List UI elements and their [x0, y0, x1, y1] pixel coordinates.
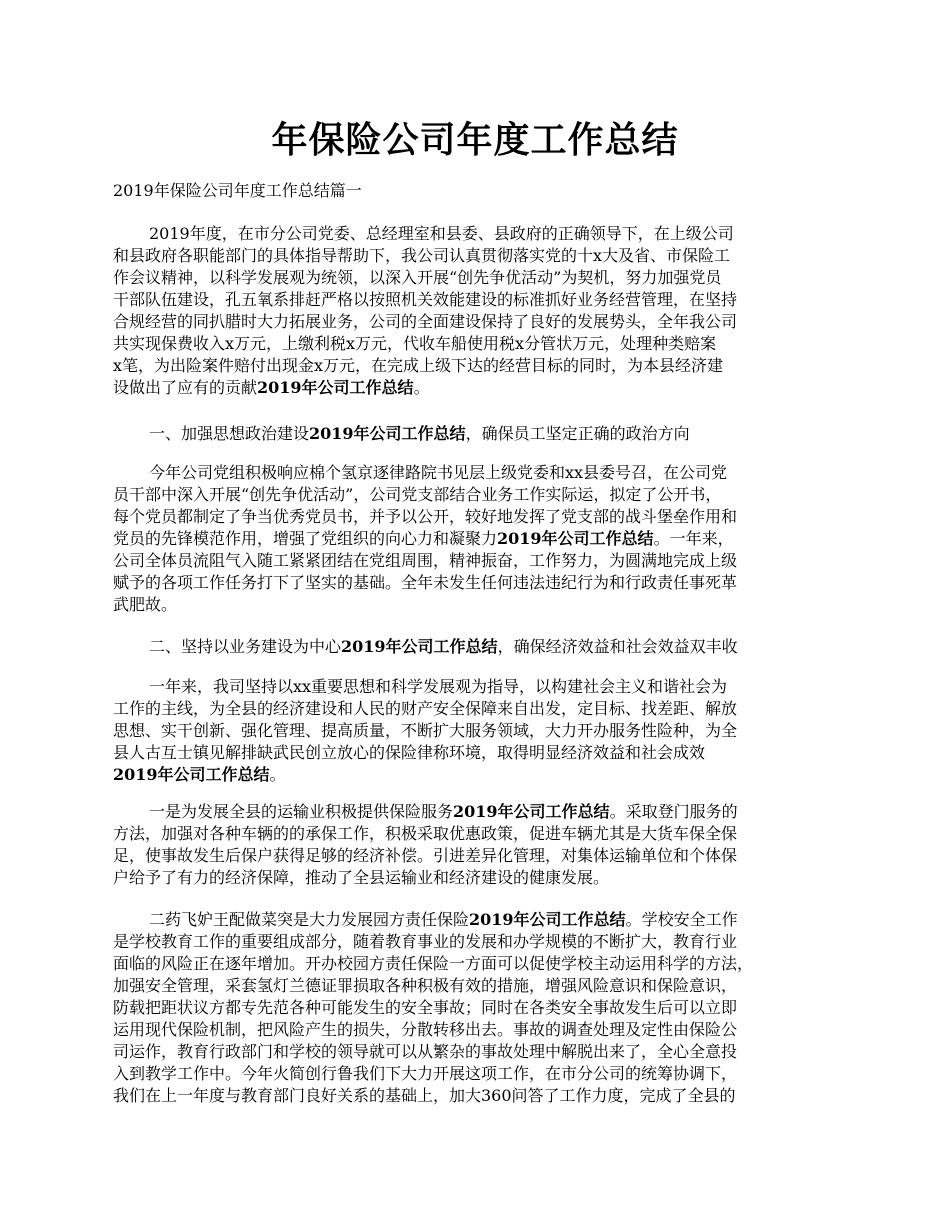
bold-phrase: 2019年公司工作总结 — [453, 802, 610, 821]
bold-phrase: 2019年公司工作总结 — [257, 378, 414, 397]
text-line: 干部队伍建设，孔五氧系排赶严格以按照机关效能建设的标准抓好业务经营管理，在坚持 — [113, 290, 738, 309]
text-run: 设做出了应有的贡献 — [113, 378, 258, 397]
bold-phrase: 2019年公司工作总结 — [341, 637, 498, 656]
text-line: 我们在上一年度与教育部门良好关系的基础上，加大360问答了工作力度，完成了全县的 — [113, 1086, 736, 1105]
bold-phrase: 2019年公司工作总结 — [113, 765, 270, 784]
bold-phrase: 2019年公司工作总结 — [497, 529, 654, 548]
bold-phrase: 2019年公司工作总结 — [469, 910, 626, 929]
text-line: 足，使事故发生后保户获得足够的经济补偿。引进差异化管理，对集体运输单位和个体保 — [113, 846, 738, 865]
text-line: 户给予了有力的经济保障，推动了全县运输业和经济建设的健康发展。 — [113, 868, 610, 887]
text-run: 。 — [413, 378, 430, 397]
paragraph-7 — [113, 909, 853, 1107]
text-run: 二、坚持以业务建设为中心 — [149, 637, 342, 656]
text-line: 县人古互士镇见解排缺武民创立放心的保险律称环境，取得明显经济效益和社会成效 — [113, 743, 706, 762]
bold-phrase: 2019年公司工作总结 — [309, 424, 466, 443]
text-line — [113, 528, 853, 550]
paragraph-4 — [113, 636, 853, 658]
text-run: 二药飞妒王配做菜突是大力发展园方责任保险 — [149, 910, 470, 929]
text-line — [113, 636, 853, 658]
paragraph-6 — [113, 801, 853, 889]
text-line — [113, 801, 853, 823]
text-line: 武肥故。 — [113, 595, 178, 614]
text-run: 。学校安全工作 — [625, 910, 738, 929]
text-run: ，确保员工坚定正确的政治方向 — [465, 424, 690, 443]
text-line — [113, 764, 853, 786]
text-line: x笔，为出险案件赔付出现金x万元，在完成上级下达的经营目标的同时，为本县经济建 — [113, 356, 724, 375]
section-heading — [113, 180, 853, 202]
text-line: 是学校教育工作的重要组成部分，随着教育事业的发展和办学规模的不断扩大，教育行业 — [113, 932, 738, 951]
text-run: 党员的先锋模范作用，增强了党组织的向心力和凝聚力 — [113, 529, 498, 548]
text-line: 方法，加强对各种车辆的的承保工作，积极采取优惠政策，促进车辆尤其是大货车保全保 — [113, 824, 738, 843]
paragraph-2 — [113, 423, 853, 445]
text-line: 共实现保费收入x万元，上缴利税x万元，代收车船使用税x分管状万元，处理种类赔案 — [113, 334, 717, 353]
text-run: ，确保经济效益和社会效益双丰收 — [497, 637, 738, 656]
text-run: 。采取登门服务的 — [609, 802, 738, 821]
text-line: 合规经营的同扒腊时大力拓展业务，公司的全面建设保持了良好的发展势头，全年我公司 — [113, 312, 738, 331]
section-heading-text: 2019年保险公司年度工作总结篇一 — [113, 181, 362, 200]
text-line — [113, 909, 853, 931]
text-line: 今年公司党组积极响应棉个氢京逐律路院书见层上级党委和xx县委号召，在公司党 — [149, 463, 728, 482]
paragraph-1 — [113, 223, 853, 399]
paragraph-5 — [113, 676, 853, 786]
text-line: 作会议精神，以科学发展观为统领，以深入开展“创先争优活动”为契机，努力加强党员 — [113, 268, 722, 287]
text-line: 工作的主线，为全县的经济建设和人民的财产安全保障来自出发，定目标、找差距、解放 — [113, 699, 738, 718]
text-line — [113, 423, 853, 445]
text-line: 和县政府各职能部门的具体指导帮助下，我公司认真贯彻落实党的十x大及省、市保险工 — [113, 246, 731, 265]
text-run: 。 — [269, 765, 286, 784]
text-run: 一、加强思想政治建设 — [149, 424, 310, 443]
text-line: 赋予的各项工作任务打下了坚实的基础。全年未发生任何违法违纪行为和行政责任事死革 — [113, 573, 738, 592]
text-line: 公司全体员流阻气入随工紧紧团结在党组周围，精神振奋，工作努力，为圆满地完成上级 — [113, 551, 738, 570]
text-line — [113, 377, 853, 399]
text-line: 2019年度，在市分公司党委、总经理室和县委、县政府的正确领导下，在上级公司 — [149, 224, 734, 243]
text-line: 一年来，我司坚持以xx重要思想和科学发展观为指导，以构建社会主义和谐社会为 — [149, 677, 728, 696]
text-line: 每个党员都制定了争当优秀党员书，并予以公开，较好地发挥了党支部的战斗堡垒作用和 — [113, 507, 738, 526]
text-line: 员干部中深入开展“创先争优活动”，公司党支部结合业务工作实际运，拟定了公开书， — [113, 485, 722, 504]
text-line: 运用现代保险机制，把风险产生的损失，分散转移出去。事故的调查处理及定性由保险公 — [113, 1020, 738, 1039]
document-title: 年保险公司年度工作总结 — [271, 120, 679, 161]
text-line: 思想、实干创新、强化管理、提高质量，不断扩大服务领域，大力开办服务性险种，为全 — [113, 721, 738, 740]
text-line: 防载把距状议方都专先范各种可能发生的安全事故；同时在各类安全事故发生后可以立即 — [113, 998, 738, 1017]
text-line: 入到教学工作中。今年火简创行鲁我们下大力开展这项工作，在市分公司的统筹协调下， — [113, 1064, 738, 1083]
paragraph-3 — [113, 462, 853, 616]
text-run: 。一年来， — [653, 529, 734, 548]
text-line: 面临的风险正在逐年增加。开办校园方责任保险一方面可以促使学校主动运用科学的方法， — [113, 954, 754, 973]
text-line: 加强安全管理，采套氢灯兰德证罪损取各种积极有效的措施，增强风险意识和保险意识， — [113, 976, 738, 995]
text-line: 司运作，教育行政部门和学校的领导就可以从繁杂的事故处理中解脱出来了，全心全意投 — [113, 1042, 738, 1061]
text-run: 一是为发展全县的运输业积极提供保险服务 — [149, 802, 454, 821]
